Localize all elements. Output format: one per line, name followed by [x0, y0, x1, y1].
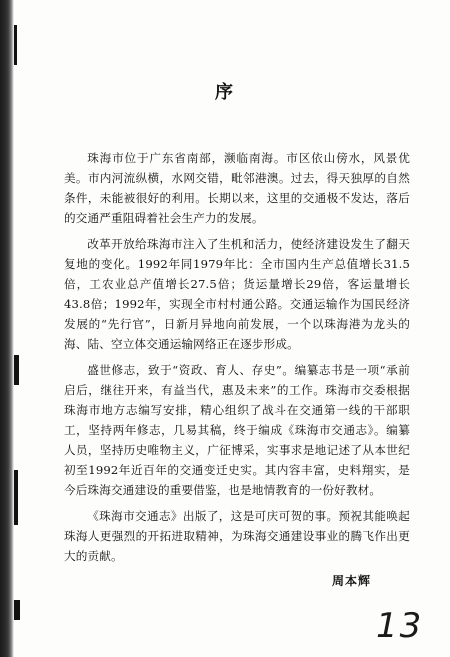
- handwritten-page-number: 13: [376, 606, 424, 646]
- page-title: 序: [215, 82, 235, 103]
- scan-edge-mark: [14, 600, 20, 620]
- scan-edge-mark: [14, 470, 18, 525]
- paragraph: 盛世修志，致于“资政、育人、存史”。编纂志书是一项“承前启后，继往开来，有益当代，惠及未来”的工作。珠海市交委根据珠海市地方志编写安排，精心组织了战斗在交通第一线的干部职工，坚持两年修志，几易其稿，终于编成《珠海市交通志》。编纂人员，坚持历史唯物主义，广征博采，实事求是地记述了从本世纪初至1992年近百年的交通变迁史实。其内容丰富，史料翔实，是今后珠海交通建设的重要借鉴，也是地情教育的一份好教材。: [64, 363, 410, 497]
- preface-body: [64, 148, 410, 572]
- author-signature: 周本辉: [332, 574, 372, 588]
- scan-edge-mark: [14, 355, 19, 385]
- paragraph: 《珠海市交通志》出版了，这是可庆可贺的事。预祝其能唤起珠海人更强烈的开拓进取精神，为珠海交通建设事业的腾飞作出更大的贡献。: [64, 509, 410, 563]
- scan-edge-mark: [14, 25, 17, 65]
- paragraph: 珠海市位于广东省南部，濒临南海。市区依山傍水，风景优美。市内河流纵横，水网交错，毗邻港澳。过去，得天独厚的自然条件，未能被很好的利用。长期以来，这里的交通极不发达，落后的交通严重阻碍着社会生产力的发展。: [64, 151, 410, 225]
- paragraph: 改革开放给珠海市注入了生机和活力，使经济建设发生了翻天复地的变化。1992年同1979年比：全市国内生产总值增长31.5倍，工农业总产值增长27.5倍；货运量增长29倍，客运量增长43.8倍；1992年，实现全市村村通公路。交通运输作为国民经济发展的“先行官”，日新月异地向前发展，一个以珠海港为龙头的海、陆、空立体交通运输网络正在逐步形成。: [64, 237, 410, 351]
